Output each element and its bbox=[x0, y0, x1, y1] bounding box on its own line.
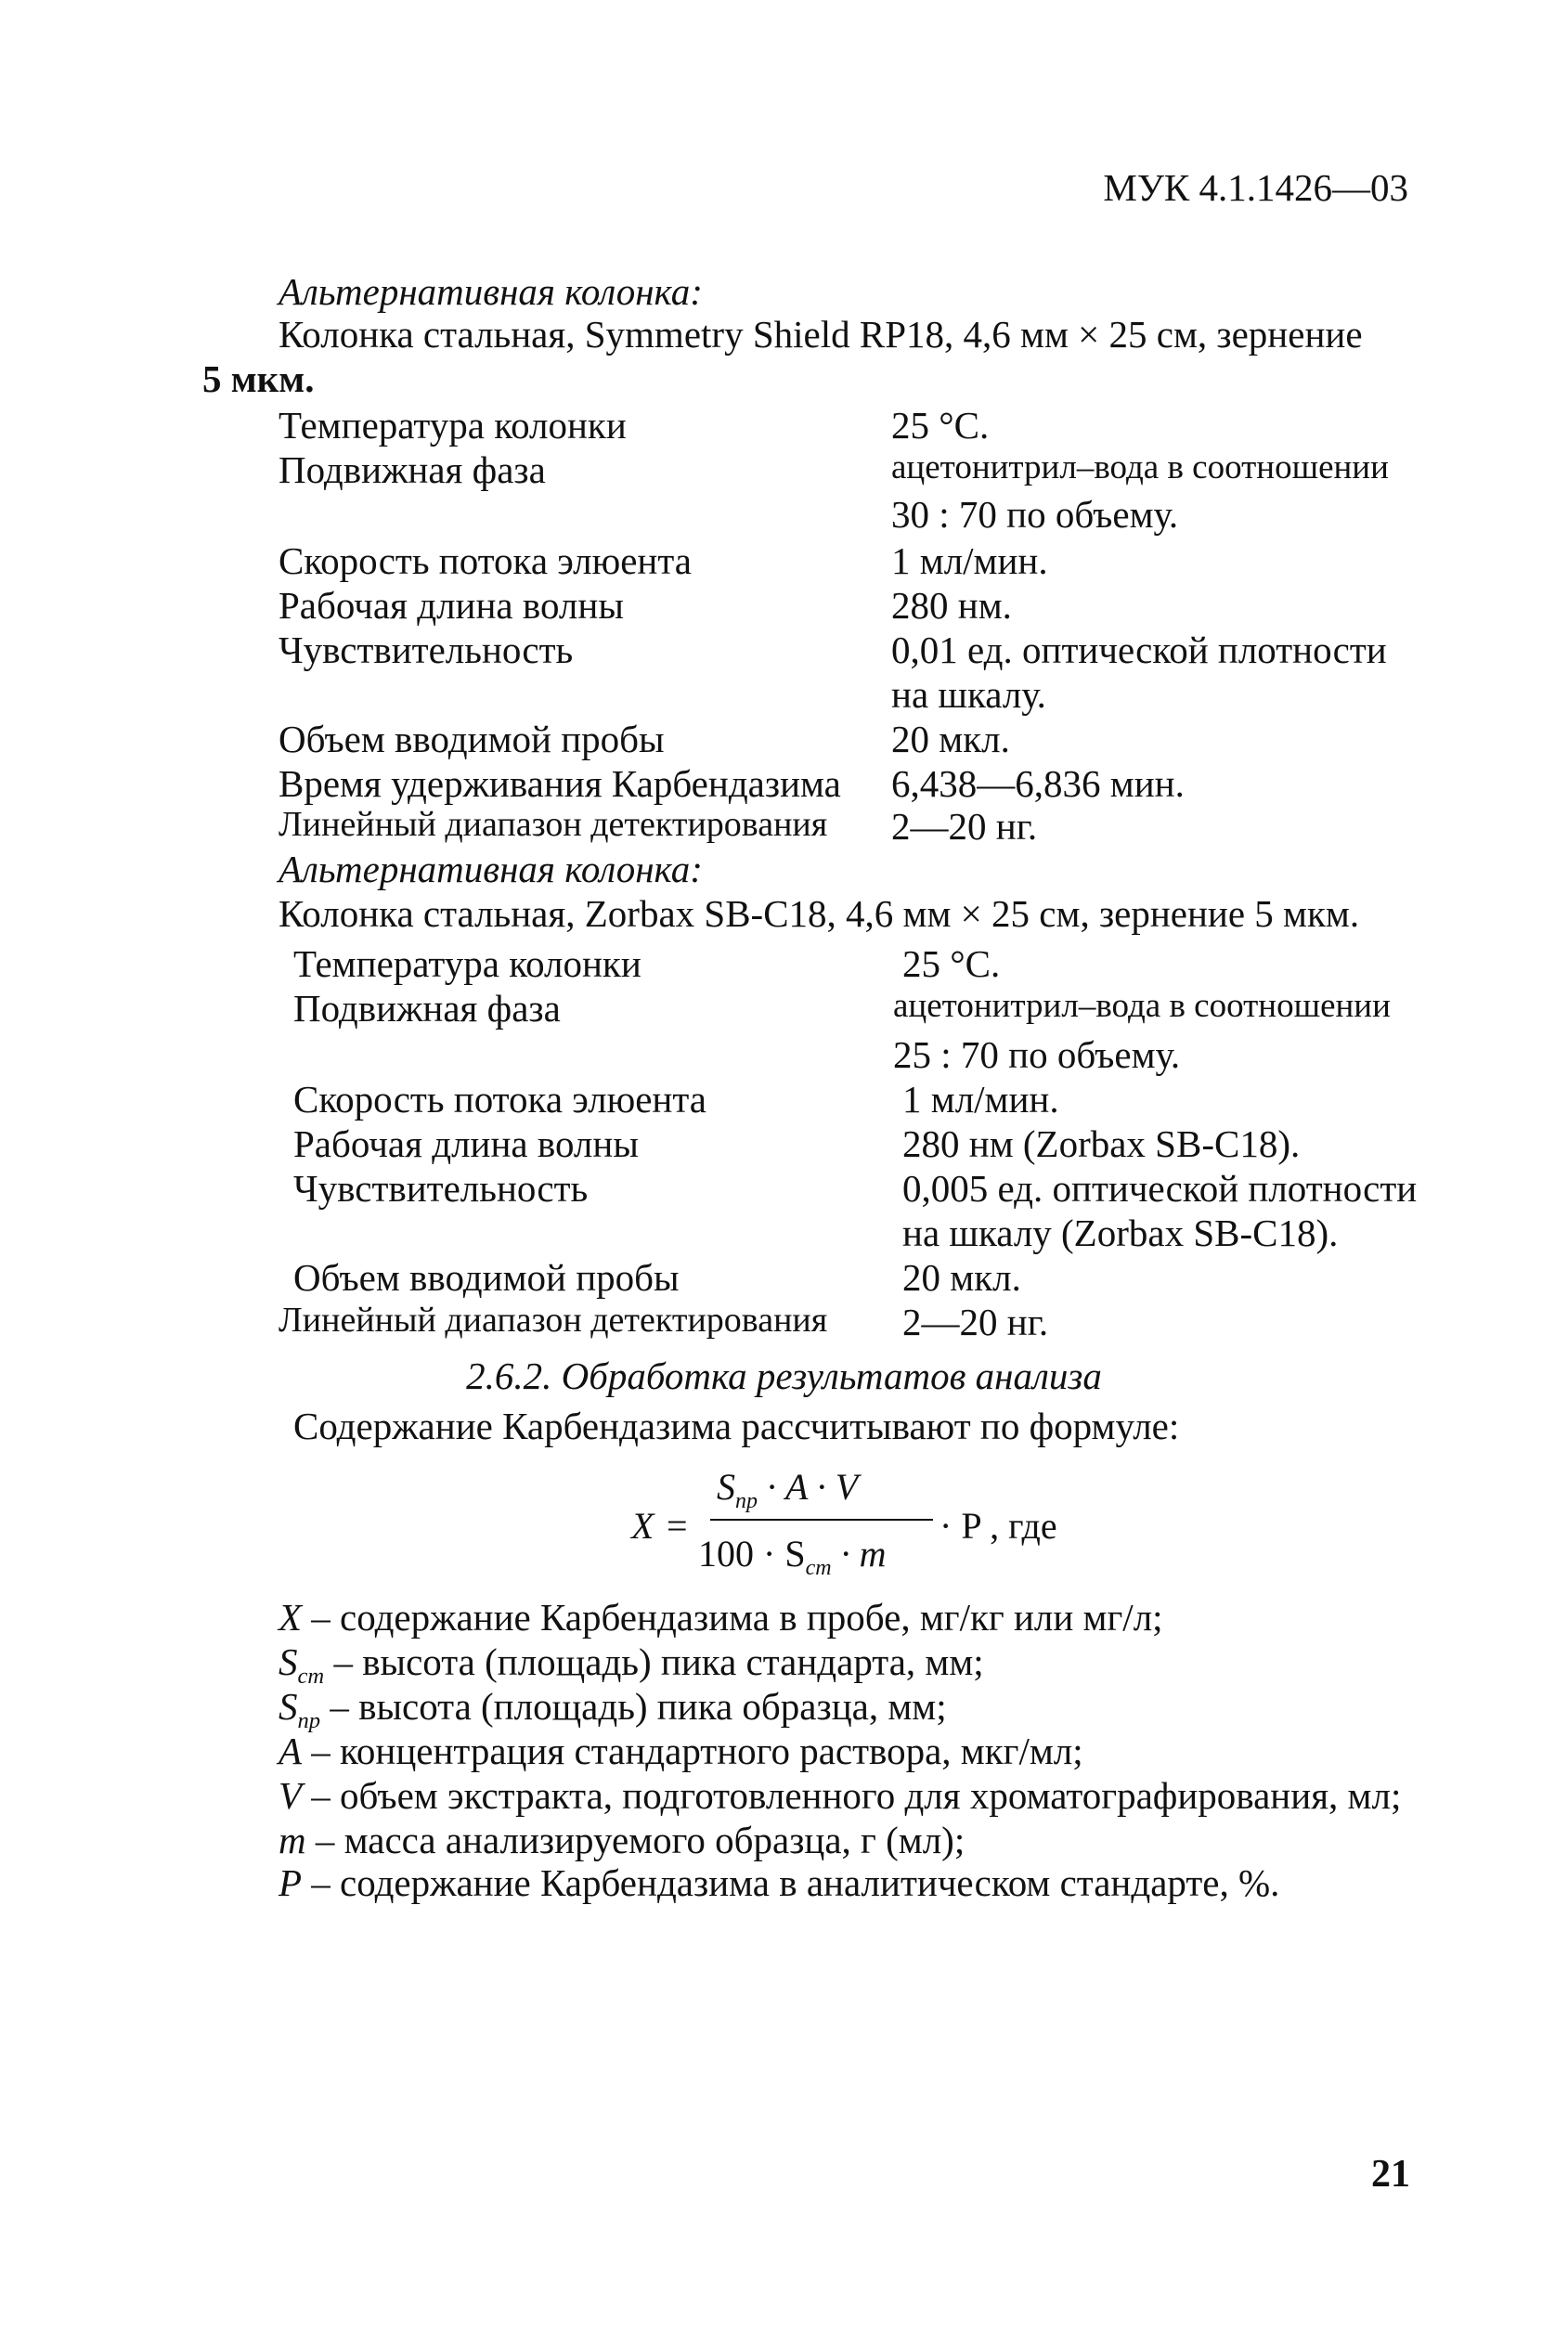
param-label: Линейный диапазон детектирования bbox=[279, 1301, 828, 1340]
param-value: ацетонитрил–вода в соотношении bbox=[893, 987, 1391, 1025]
param-value-cont: на шкалу. bbox=[891, 673, 1046, 716]
param-value: ацетонитрил–вода в соотношении bbox=[891, 448, 1389, 486]
param-label: Температура колонки bbox=[279, 404, 627, 447]
formula bbox=[613, 1465, 1095, 1586]
definition-item bbox=[279, 1640, 984, 1690]
formula-tail: · P , где bbox=[940, 1505, 1057, 1547]
definition-symbol: S bbox=[279, 1640, 298, 1683]
definition-item bbox=[279, 1818, 965, 1862]
definition-symbol: P bbox=[279, 1861, 303, 1904]
param-value: 280 нм. bbox=[891, 584, 1012, 627]
formula-intro: Содержание Карбендазима рассчитывают по формуле: bbox=[293, 1405, 1180, 1447]
param-value: 25 °С. bbox=[902, 942, 1001, 985]
definition-text: – масса анализируемого образца, г (мл); bbox=[305, 1819, 965, 1861]
definition-item bbox=[279, 1684, 947, 1734]
definition-text: – концентрация стандартного раствора, мкг/мл; bbox=[302, 1730, 1083, 1772]
definition-text: – высота (площадь) пика образца, мм; bbox=[320, 1685, 947, 1728]
param-label: Рабочая длина волны bbox=[293, 1122, 639, 1165]
formula-denominator: $100 \cdot S_{ст} \cdot m$ bbox=[698, 1533, 887, 1580]
param-value: 1 мл/мин. bbox=[891, 539, 1048, 582]
param-value: 1 мл/мин. bbox=[902, 1078, 1059, 1121]
definition-item bbox=[279, 1860, 1279, 1905]
param-value: 280 нм (Zorbax SB-C18). bbox=[902, 1122, 1301, 1165]
param-value: 25 °С. bbox=[891, 404, 990, 447]
param-value: 20 мкл. bbox=[902, 1256, 1021, 1299]
param-label: Время удерживания Карбендазима bbox=[279, 762, 841, 805]
definition-text: – содержание Карбендазима в аналитическом стандарте, %. bbox=[302, 1861, 1280, 1904]
param-value: 6,438—6,836 мин. bbox=[891, 762, 1185, 805]
definition-item bbox=[279, 1773, 1401, 1818]
param-label: Подвижная фаза bbox=[293, 987, 561, 1030]
param-label: Подвижная фаза bbox=[279, 448, 546, 491]
formula-numerator: $S_{пр} \cdot A \cdot V$ bbox=[717, 1466, 859, 1513]
page-number: 21 bbox=[1371, 2153, 1410, 2196]
alt-column-heading-2: Альтернативная колонка: bbox=[279, 848, 703, 890]
definition-symbol: m bbox=[279, 1819, 306, 1861]
alt-column-heading-1: Альтернативная колонка: bbox=[279, 270, 703, 313]
param-label: Рабочая длина волны bbox=[279, 584, 624, 627]
param-value: 0,005 ед. оптической плотности bbox=[902, 1167, 1418, 1210]
param-label: Температура колонки bbox=[293, 942, 641, 985]
definition-symbol-subscript: пр bbox=[297, 1708, 321, 1734]
param-label: Объем вводимой пробы bbox=[293, 1256, 680, 1299]
definition-text: – высота (площадь) пика стандарта, мм; bbox=[324, 1640, 984, 1683]
param-label: Объем вводимой пробы bbox=[279, 718, 665, 760]
formula-lhs: X bbox=[631, 1505, 654, 1547]
fraction-bar bbox=[710, 1519, 933, 1521]
param-value-cont: 30 : 70 по объему. bbox=[891, 493, 1179, 536]
param-value: 20 мкл. bbox=[891, 718, 1010, 760]
param-label: Чувствительность bbox=[279, 629, 574, 671]
param-value: 2—20 нг. bbox=[891, 805, 1038, 848]
definition-text: – объем экстракта, подготовленного для хроматографирования, мл; bbox=[302, 1774, 1402, 1817]
param-label: Линейный диапазон детектирования bbox=[279, 805, 828, 844]
param-value: 2—20 нг. bbox=[902, 1301, 1049, 1343]
param-label: Чувствительность bbox=[293, 1167, 589, 1210]
definition-item bbox=[279, 1595, 1163, 1640]
formula-equals: = bbox=[667, 1505, 688, 1547]
definition-symbol: X bbox=[279, 1596, 303, 1639]
column-description-2: Колонка стальная, Zorbax SB-C18, 4,6 мм × 25 см, зернение 5 мкм. bbox=[279, 892, 1360, 935]
definition-text: – содержание Карбендазима в пробе, мг/кг или мг/л; bbox=[302, 1596, 1163, 1639]
param-value-cont: на шкалу (Zorbax SB-C18). bbox=[902, 1212, 1339, 1254]
definition-item bbox=[279, 1729, 1083, 1773]
definition-symbol: A bbox=[279, 1730, 303, 1772]
definition-symbol-subscript: ст bbox=[297, 1664, 325, 1690]
column-description-1: Колонка стальная, Symmetry Shield RP18, 4,6 мм × 25 см, зернение bbox=[279, 313, 1363, 356]
param-label: Скорость потока элюента bbox=[293, 1078, 706, 1121]
definition-symbol: S bbox=[279, 1685, 298, 1728]
column-description-1-cont: 5 мкм. bbox=[202, 357, 315, 400]
param-value: 0,01 ед. оптической плотности bbox=[891, 629, 1387, 671]
definition-symbol: V bbox=[279, 1774, 303, 1817]
param-label: Скорость потока элюента bbox=[279, 539, 692, 582]
section-title: 2.6.2. Обработка результатов анализа bbox=[466, 1354, 1102, 1397]
document-number: МУК 4.1.1426—03 bbox=[1103, 166, 1408, 209]
param-value-cont: 25 : 70 по объему. bbox=[893, 1033, 1181, 1076]
